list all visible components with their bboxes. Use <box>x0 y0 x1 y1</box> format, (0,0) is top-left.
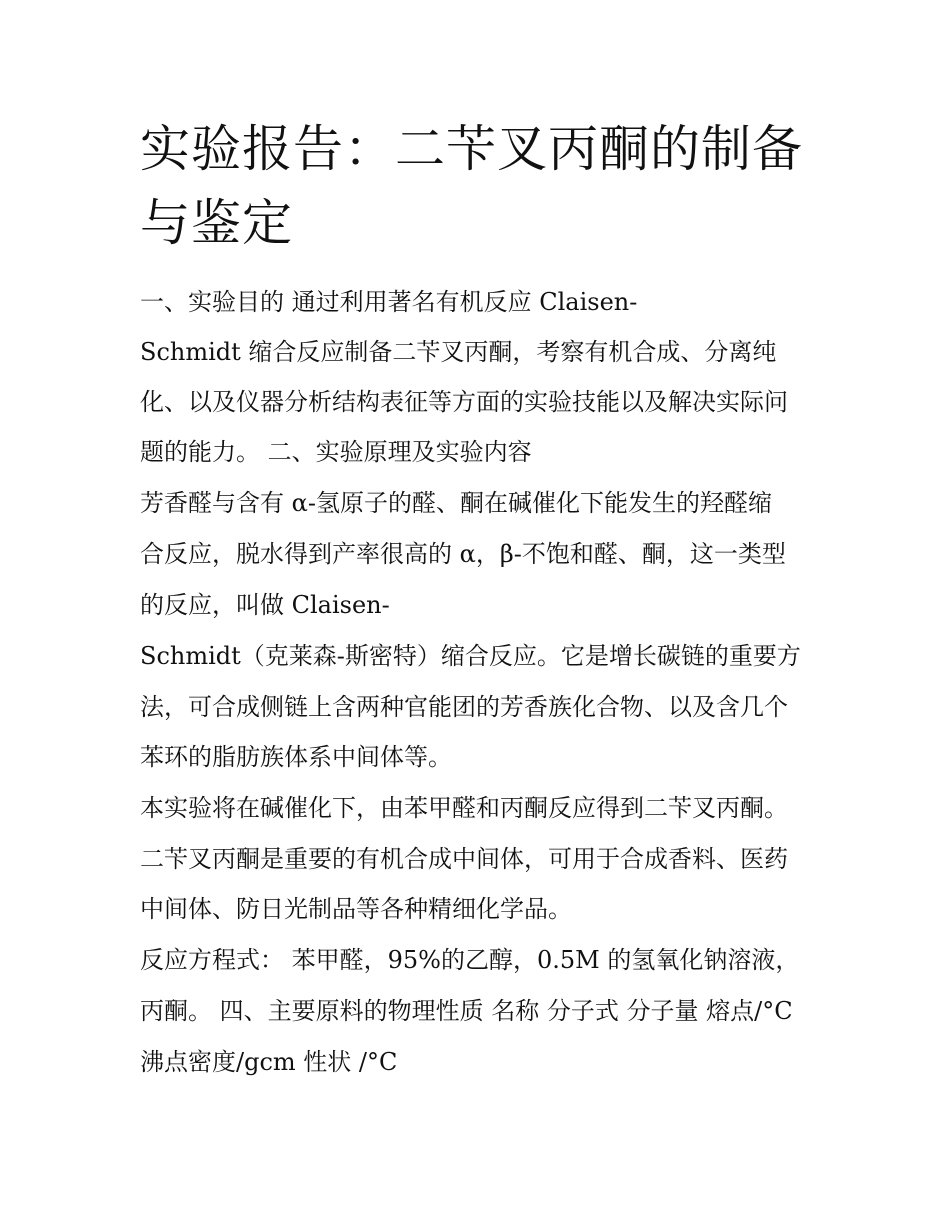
body-line-7: 的反应，叫做 Claisen- <box>140 591 390 619</box>
body-line-16: 沸点密度/gcm 性状 /°C <box>140 1048 398 1076</box>
document-title <box>140 112 820 260</box>
body-line-9: 法，可合成侧链上含两种官能团的芳香族化合物、以及含几个 <box>140 693 788 721</box>
body-line-11: 本实验将在碱催化下，由苯甲醛和丙酮反应得到二苄叉丙酮。 <box>140 794 788 822</box>
title-line-1: 实验报告：二苄叉丙酮的制备 <box>140 120 803 178</box>
body-line-4: 题的能力。 二、实验原理及实验内容 <box>140 438 532 466</box>
body-line-15: 丙酮。 四、主要原料的物理性质 名称 分子式 分子量 熔点/°C <box>140 997 793 1025</box>
body-line-10: 苯环的脂肪族体系中间体等。 <box>140 743 452 771</box>
body-line-1: 一、实验目的 通过利用著名有机反应 Claisen- <box>140 288 638 316</box>
body-line-12: 二苄叉丙酮是重要的有机合成中间体，可用于合成香料、医药 <box>140 845 788 873</box>
body-line-2: Schmidt 缩合反应制备二苄叉丙酮，考察有机合成、分离纯 <box>140 338 777 366</box>
body-line-8: Schmidt（克莱森-斯密特）缩合反应。它是增长碳链的重要方 <box>140 642 801 670</box>
body-line-13: 中间体、防日光制品等各种精细化学品。 <box>140 895 572 923</box>
body-line-6: 合反应，脱水得到产率很高的 α，β-不饱和醛、酮，这一类型 <box>140 540 786 568</box>
body-line-3: 化、以及仪器分析结构表征等方面的实验技能以及解决实际问 <box>140 388 788 416</box>
body-line-5: 芳香醛与含有 α-氢原子的醛、酮在碱催化下能发生的羟醛缩 <box>140 489 772 517</box>
body-line-14: 反应方程式： 苯甲醛，95%的乙醇，0.5M 的氢氧化钠溶液， <box>140 946 800 974</box>
title-line-2: 与鉴定 <box>140 194 293 252</box>
